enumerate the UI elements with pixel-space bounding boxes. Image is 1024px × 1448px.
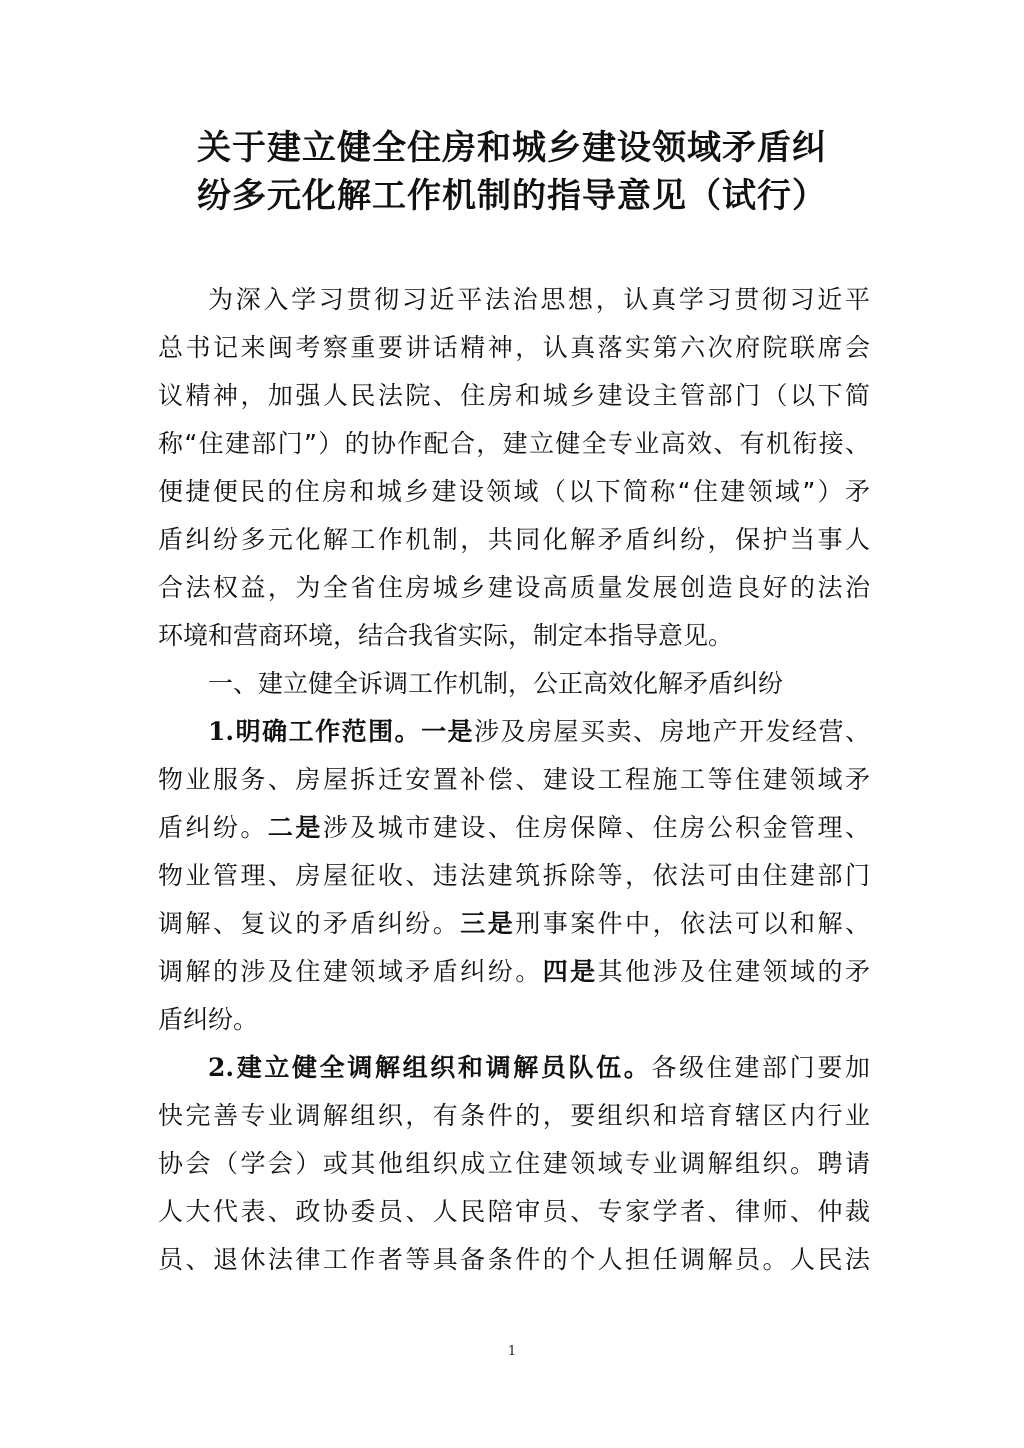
- intro-line-8: 环境和营商环境，结合我省实际，制定本指导意见。: [158, 621, 734, 650]
- item-1-line-6-pre: 调解的涉及住建领域矛盾纠纷。: [158, 957, 543, 986]
- item-1-fourth-marker: 四是: [542, 957, 598, 986]
- item-1-first-marker: 一是: [421, 717, 475, 746]
- intro-line-4: 称“住建部门”）的协作配合，建立健全专业高效、有机衔接、: [158, 429, 870, 458]
- item-2-paragraph: [158, 1044, 870, 1284]
- intro-line-1: 为深入学习贯彻习近平法治思想，认真学习贯彻习近平: [208, 285, 870, 314]
- intro-line-2: 总书记来闽考察重要讲话精神，认真落实第六次府院联席会: [158, 333, 870, 362]
- section-1-heading: 一、建立健全诉调工作机制，公正高效化解矛盾纠纷: [208, 669, 784, 698]
- item-2-line-5: 员、退休法律工作者等具备条件的个人担任调解员。人民法: [158, 1245, 870, 1274]
- item-1-line-5: [158, 900, 870, 948]
- item-2-line-3: 协会（学会）或其他组织成立住建领域专业调解组织。聘请: [158, 1149, 870, 1178]
- item-1-line-4: 物业管理、房屋征收、违法建筑拆除等，依法可由住建部门: [158, 861, 870, 890]
- item-1-second-marker: 二是: [267, 813, 323, 842]
- intro-line-7: 合法权益，为全省住房城乡建设高质量发展创造良好的法治: [158, 573, 870, 602]
- item-1-first-text: 涉及房屋买卖、房地产开发经营、: [474, 717, 870, 746]
- document-title: [150, 124, 874, 220]
- item-2-line-1: [158, 1044, 870, 1092]
- page-number: 1: [507, 1344, 517, 1359]
- item-1-line-5-post: 刑事案件中，依法可以和解、: [515, 909, 870, 938]
- item-2-line-2: 快完善专业调解组织，有条件的，要组织和培育辖区内行业: [158, 1101, 870, 1130]
- item-1-line-2: 物业服务、房屋拆迁安置补偿、建设工程施工等住建领域矛: [158, 765, 870, 794]
- title-line-1: 关于建立健全住房和城乡建设领域矛盾纠: [197, 128, 827, 168]
- item-2-lead: 2.建立健全调解组织和调解员队伍。: [208, 1053, 652, 1082]
- item-1-paragraph: [158, 708, 870, 1044]
- item-1-third-marker: 三是: [460, 909, 516, 938]
- item-2-line-1-post: 各级住建部门要加: [651, 1053, 870, 1082]
- item-1-line-6: [158, 948, 870, 996]
- item-1-line-7: 盾纠纷。: [158, 1005, 259, 1034]
- intro-line-3: 议精神，加强人民法院、住房和城乡建设主管部门（以下简: [158, 381, 870, 410]
- item-1-line-1: [158, 708, 870, 756]
- title-line-2: 纷多元化解工作机制的指导意见（试行）: [197, 176, 827, 216]
- item-1-line-3-post: 涉及城市建设、住房保障、住房公积金管理、: [322, 813, 870, 842]
- intro-line-6: 盾纠纷多元化解工作机制，共同化解矛盾纠纷，保护当事人: [158, 525, 870, 554]
- item-1-line-5-pre: 调解、复议的矛盾纠纷。: [158, 909, 461, 938]
- item-1-lead: 1.明确工作范围。: [208, 717, 422, 746]
- intro-line-5: 便捷便民的住房和城乡建设领域（以下简称“住建领域”）矛: [158, 477, 870, 506]
- item-1-line-6-post: 其他涉及住建领域的矛: [597, 957, 870, 986]
- intro-paragraph: [158, 276, 870, 660]
- item-1-line-3: [158, 804, 870, 852]
- item-2-line-4: 人大代表、政协委员、人民陪审员、专家学者、律师、仲裁: [158, 1197, 870, 1226]
- item-1-line-3-pre: 盾纠纷。: [158, 813, 268, 842]
- document-body: [158, 276, 870, 1284]
